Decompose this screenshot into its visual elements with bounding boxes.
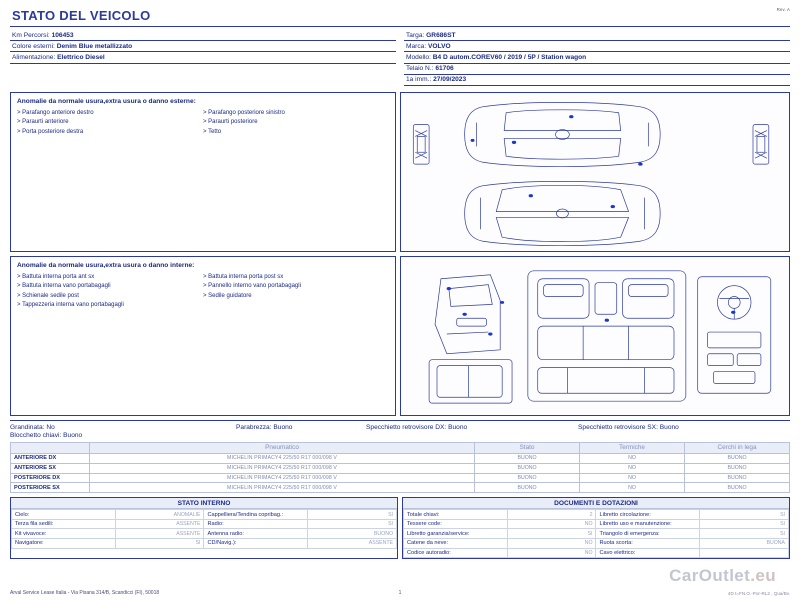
list-item: > Schienale sedile post bbox=[17, 292, 79, 299]
info-row-marca bbox=[404, 41, 790, 52]
cell-key: Libretto uso e manutenzione: bbox=[596, 519, 700, 529]
summary-line-1 bbox=[10, 424, 790, 431]
list-item: > Paraurti anteriore bbox=[17, 119, 69, 126]
interior-anomalies-list bbox=[17, 273, 389, 310]
cell-value: BUONA bbox=[700, 539, 789, 549]
exterior-list-col2 bbox=[203, 109, 389, 137]
cell-key: Tessere code: bbox=[404, 519, 508, 529]
cell-pneumatico: MICHELIN PRIMACY4 225/50 R17 000/098 V bbox=[90, 483, 475, 493]
vehicle-interior-diagram bbox=[401, 257, 789, 415]
exterior-anomalies-panel bbox=[10, 92, 396, 252]
table-row bbox=[12, 510, 397, 520]
cell-value: SI bbox=[507, 529, 596, 539]
cell-pneumatico: MICHELIN PRIMACY4 225/50 R17 000/098 V bbox=[90, 453, 475, 463]
cell-value: ANOMALIE bbox=[115, 510, 204, 520]
interior-anomalies-panel bbox=[10, 256, 396, 416]
revision-label: Rev. A bbox=[776, 7, 790, 12]
interior-list-col1 bbox=[17, 273, 203, 310]
table-row bbox=[11, 453, 790, 463]
table-row bbox=[12, 519, 397, 529]
documenti-body bbox=[404, 510, 789, 558]
footer-note: 4D t=FN.O.-Por-RL2 , Qua/Bv. bbox=[727, 591, 790, 596]
cell-key: Catene da neve: bbox=[404, 539, 508, 549]
value-blocchetto: Buono bbox=[63, 431, 83, 439]
tyres-table-head bbox=[11, 442, 790, 453]
cell-termiche: NO bbox=[580, 453, 685, 463]
exterior-damage-markers bbox=[471, 115, 643, 208]
cell-termiche: NO bbox=[580, 483, 685, 493]
watermark-suffix: .eu bbox=[750, 566, 776, 585]
exterior-anomalies-title: Anomalie da normale usura,extra usura o danno esterne: bbox=[17, 97, 196, 105]
label-km: Km Percorsi: bbox=[12, 31, 50, 39]
summary-section bbox=[10, 420, 790, 439]
stato-interno-body bbox=[12, 510, 397, 548]
list-item: > Tetto bbox=[203, 128, 222, 135]
list-item: > Battuta interna porta post sx bbox=[203, 273, 284, 280]
cell-key: Cappelliera/Tendina copribag.: bbox=[204, 510, 308, 520]
interior-anomalies-title: Anomalie da normale usura,extra usura o danno interne: bbox=[17, 261, 195, 269]
cell-value: ASSENTE bbox=[115, 519, 204, 529]
label-targa: Targa: bbox=[406, 31, 425, 39]
list-item: > Paraurti posteriore bbox=[203, 119, 258, 126]
info-row-colore bbox=[10, 41, 396, 52]
cell-value: BUONO bbox=[308, 529, 397, 539]
cell-key: Cielo: bbox=[12, 510, 116, 520]
label-marca: Marca: bbox=[406, 42, 427, 50]
value-km: 106453 bbox=[51, 31, 74, 39]
th-pneumatico: Pneumatico bbox=[90, 442, 475, 453]
cell-value: ASSENTE bbox=[308, 539, 397, 549]
cell-value: SI bbox=[308, 510, 397, 520]
cell-key: Ruota scorta: bbox=[596, 539, 700, 549]
table-header-row bbox=[11, 442, 790, 453]
info-row-telaio bbox=[404, 64, 790, 75]
summary-parabrezza bbox=[236, 424, 366, 431]
bottom-tables bbox=[10, 497, 790, 559]
label-modello: Modello: bbox=[406, 53, 431, 61]
vehicle-info-left bbox=[10, 30, 396, 86]
cell-key: Codice autoradio: bbox=[404, 548, 508, 558]
cell-termiche: NO bbox=[580, 463, 685, 473]
interior-section bbox=[10, 256, 790, 416]
info-row-targa bbox=[404, 30, 790, 41]
cell-key: Triangolo di emergenza: bbox=[596, 529, 700, 539]
cell-cerchi: BUONO bbox=[685, 453, 790, 463]
summary-specchietto-sx bbox=[578, 424, 790, 431]
cell-key: Terza fila sedili: bbox=[12, 519, 116, 529]
table-row bbox=[404, 529, 789, 539]
cell-stato: BUONO bbox=[475, 473, 580, 483]
cell-value: NO bbox=[507, 548, 596, 558]
cell-value: SI bbox=[700, 529, 789, 539]
exterior-section bbox=[10, 92, 790, 252]
list-item: > Tappezzeria interna vano portabagagli bbox=[17, 301, 124, 308]
summary-grandinata bbox=[10, 424, 236, 431]
table-row bbox=[12, 539, 397, 549]
stato-interno-title: STATO INTERNO bbox=[11, 498, 397, 509]
cell-value: SI bbox=[115, 539, 204, 549]
documenti-title: DOCUMENTI E DOTAZIONI bbox=[403, 498, 789, 509]
label-blocchetto: Blocchetto chiavi: bbox=[10, 431, 62, 439]
table-row bbox=[404, 548, 789, 558]
vehicle-exterior-diagram bbox=[401, 93, 789, 251]
cell-cerchi: BUONO bbox=[685, 483, 790, 493]
label-grandinata: Grandinata: bbox=[10, 423, 45, 431]
table-row bbox=[12, 529, 397, 539]
info-row-km bbox=[10, 30, 396, 41]
info-row-alimentazione bbox=[10, 52, 396, 63]
exterior-anomalies-list bbox=[17, 109, 389, 137]
th-termiche: Termiche bbox=[580, 442, 685, 453]
label-telaio: Telaio N.: bbox=[406, 65, 434, 73]
cell-key: Libretto circolazione: bbox=[596, 510, 700, 520]
th-cerchi: Cerchi in lega bbox=[685, 442, 790, 453]
cell-key: Libretto garanzia/service: bbox=[404, 529, 508, 539]
value-colore: Denim Blue metallizzato bbox=[56, 42, 133, 50]
value-telaio: 61706 bbox=[435, 65, 454, 73]
table-row bbox=[11, 463, 790, 473]
cell-termiche: NO bbox=[580, 473, 685, 483]
label-specchietto-dx: Specchietto retrovisore DX: bbox=[366, 423, 447, 431]
cell-value: NO bbox=[507, 539, 596, 549]
label-immatricolazione: 1a imm.: bbox=[406, 76, 432, 84]
list-item: > Battuta interna porta ant sx bbox=[17, 273, 95, 280]
list-item: > Sedile guidatore bbox=[203, 292, 252, 299]
list-item: > Porta posteriore destra bbox=[17, 128, 84, 135]
cell-pneumatico: MICHELIN PRIMACY4 225/50 R17 000/098 V bbox=[90, 463, 475, 473]
cell-pneumatico: MICHELIN PRIMACY4 225/50 R17 000/098 V bbox=[90, 473, 475, 483]
interior-diagram-panel bbox=[400, 256, 790, 416]
title-divider bbox=[10, 26, 790, 27]
page-title: STATO DEL VEICOLO bbox=[12, 8, 151, 23]
cell-key: Kit vivavoce: bbox=[12, 529, 116, 539]
interior-list-col2 bbox=[203, 273, 389, 310]
documenti-panel bbox=[402, 497, 790, 559]
cell-key: Radio: bbox=[204, 519, 308, 529]
value-alimentazione: Elettrico Diesel bbox=[57, 53, 105, 61]
exterior-diagram-panel bbox=[400, 92, 790, 252]
cell-value: NO bbox=[507, 519, 596, 529]
cell-position: POSTERIORE SX bbox=[11, 483, 90, 493]
watermark-text: CarOutlet bbox=[669, 566, 751, 585]
cell-key: Cavo elettrico: bbox=[596, 548, 700, 558]
value-specchietto-dx: Buono bbox=[448, 423, 468, 431]
vehicle-info-right bbox=[396, 30, 790, 86]
value-targa: GR686ST bbox=[426, 31, 456, 39]
cell-value: ASSENTE bbox=[115, 529, 204, 539]
cell-stato: BUONO bbox=[475, 483, 580, 493]
cell-stato: BUONO bbox=[475, 463, 580, 473]
page-footer bbox=[10, 590, 790, 596]
cell-value bbox=[700, 548, 789, 558]
tyres-table-body bbox=[11, 453, 790, 492]
cell-cerchi: BUONO bbox=[685, 473, 790, 483]
th-position bbox=[11, 442, 90, 453]
footer-company: Arval Service Lease Italia - Via Pisana 314/B, Scandicci (FI), 50018 bbox=[10, 590, 160, 596]
cell-key: Navigatore: bbox=[12, 539, 116, 549]
info-row-immatricolazione bbox=[404, 75, 790, 86]
table-row bbox=[404, 510, 789, 520]
cell-value: SI bbox=[700, 519, 789, 529]
table-row bbox=[11, 483, 790, 493]
label-parabrezza: Parabrezza: bbox=[236, 423, 272, 431]
stato-interno-table bbox=[11, 509, 397, 548]
table-row bbox=[404, 539, 789, 549]
list-item: > Pannello interno vano portabagagli bbox=[203, 283, 301, 290]
summary-line-2 bbox=[10, 432, 790, 439]
exterior-list-col1 bbox=[17, 109, 203, 137]
value-marca: VOLVO bbox=[428, 42, 451, 50]
summary-specchietto-dx bbox=[366, 424, 578, 431]
label-colore: Colore esterni: bbox=[12, 42, 55, 50]
cell-stato: BUONO bbox=[475, 453, 580, 463]
watermark bbox=[669, 566, 776, 586]
cell-position: ANTERIORE SX bbox=[11, 463, 90, 473]
summary-blocchetto bbox=[10, 432, 236, 439]
info-row-modello bbox=[404, 52, 790, 63]
list-item: > Parafango anteriore destro bbox=[17, 109, 94, 116]
tyres-table bbox=[10, 442, 790, 493]
table-row bbox=[404, 519, 789, 529]
documenti-table bbox=[403, 509, 789, 558]
cell-value: SI bbox=[308, 519, 397, 529]
label-specchietto-sx: Specchietto retrovisore SX: bbox=[578, 423, 658, 431]
cell-key: Antenna radio: bbox=[204, 529, 308, 539]
footer-page-number: 1 bbox=[398, 590, 402, 596]
label-alimentazione: Alimentazione: bbox=[12, 53, 56, 61]
cell-cerchi: BUONO bbox=[685, 463, 790, 473]
value-immatricolazione: 27/09/2023 bbox=[433, 76, 467, 84]
cell-position: ANTERIORE DX bbox=[11, 453, 90, 463]
value-modello: B4 D autom.COREV60 / 2019 / 5P / Station wagon bbox=[432, 53, 587, 61]
vehicle-info bbox=[10, 30, 790, 86]
value-grandinata: No bbox=[46, 423, 55, 431]
list-item: > Parafango posteriore sinistro bbox=[203, 109, 285, 116]
value-parabrezza: Buono bbox=[273, 423, 293, 431]
cell-value: SI bbox=[700, 510, 789, 520]
cell-value: 2 bbox=[507, 510, 596, 520]
cell-key: Totale chiavi: bbox=[404, 510, 508, 520]
cell-position: POSTERIORE DX bbox=[11, 473, 90, 483]
th-stato: Stato bbox=[475, 442, 580, 453]
value-specchietto-sx: Buono bbox=[659, 423, 679, 431]
table-row bbox=[11, 473, 790, 483]
stato-interno-panel bbox=[10, 497, 398, 559]
list-item: > Battuta interna vano portabagagli bbox=[17, 283, 111, 290]
cell-key: CD/Navig.): bbox=[204, 539, 308, 549]
